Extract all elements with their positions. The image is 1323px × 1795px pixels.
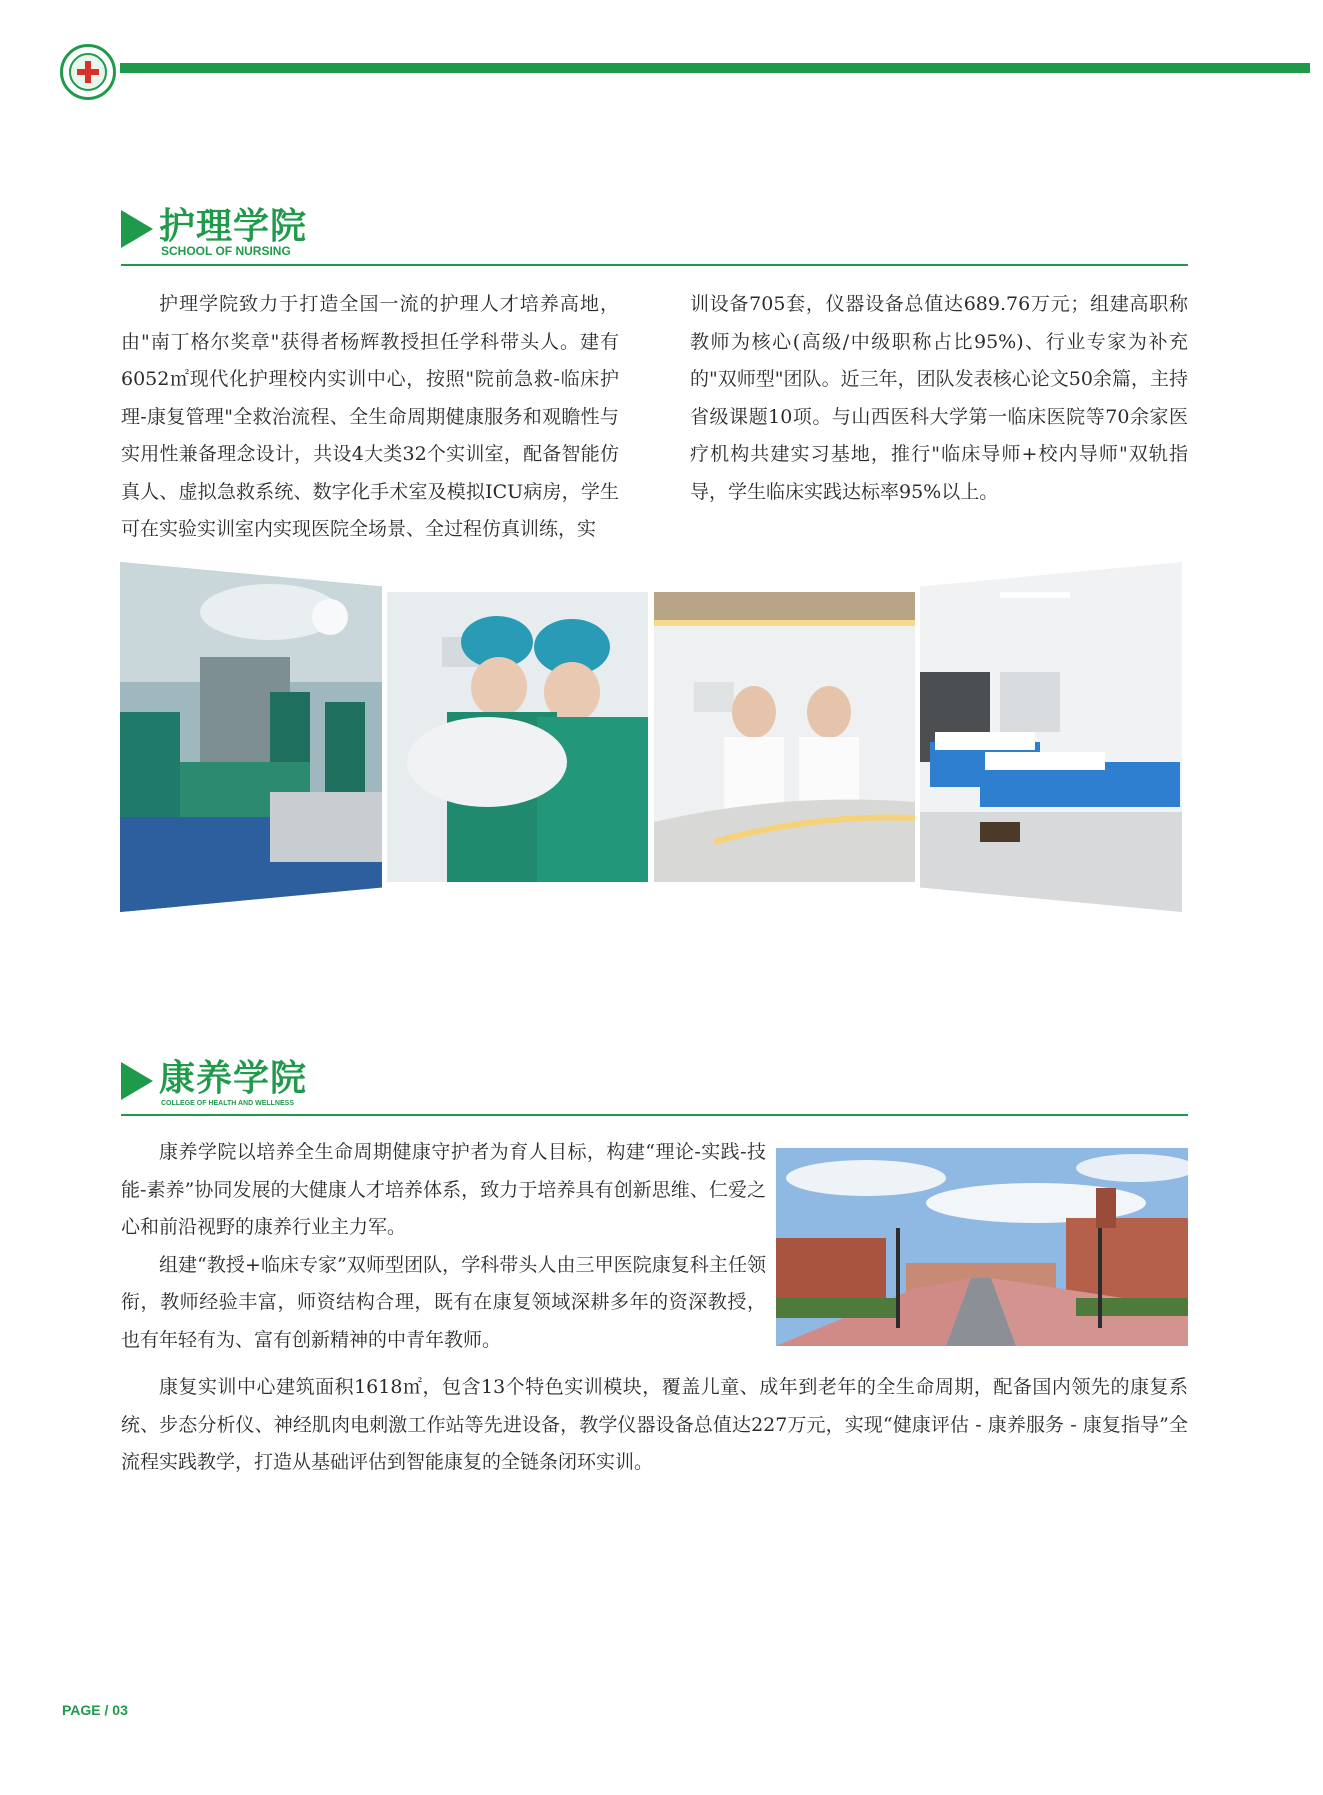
nurses-reception-photo bbox=[654, 592, 915, 882]
header-bar bbox=[120, 63, 1310, 73]
nursing-divider bbox=[121, 264, 1188, 266]
nursing-paragraph-2: 训设备705套，仪器设备总值达689.76万元；组建高职称教师为核心(高级/中级职称占比95%)、行业专家为补充的"双师型"团队。近三年，团队发表核心论文50余篇，主持省级课题10项。与山西医科大学第一临床医院等70余家医疗机构共建实习基地，推行"临床导师+校内导师"双轨指导，学生临床实践达标率95%以上。 bbox=[690, 293, 1188, 503]
campus-street-photo bbox=[776, 1148, 1188, 1346]
nursing-text-col2 bbox=[690, 286, 1188, 511]
nursing-subtitle: SCHOOL OF NURSING bbox=[161, 244, 291, 258]
college-emblem-icon bbox=[60, 44, 116, 100]
wellness-text-top bbox=[121, 1134, 766, 1359]
nursing-text-col1 bbox=[121, 286, 619, 549]
page-number: PAGE / 03 bbox=[62, 1702, 128, 1718]
nursing-paragraph-1: 护理学院致力于打造全国一流的护理人才培养高地，由"南丁格尔奖章"获得者杨辉教授担任学科带头人。建有6052㎡现代化护理校内实训中心，按照"院前急救-临床护理-康复管理"全救治流程、全生命周期健康服务和观瞻性与实用性兼备理念设计，共设4大类32个实训室，配备智能仿真人、虚拟急救系统、数字化手术室及模拟ICU病房，学生可在实验实训室内实现医院全场景、全过程仿真训练，实 bbox=[121, 293, 619, 540]
wellness-title: 康养学院 bbox=[159, 1057, 308, 1099]
wellness-paragraph-1: 康养学院以培养全生命周期健康守护者为育人目标，构建“理论-实践-技能-素养”协同发展的大健康人才培养体系，致力于培养具有创新思维、仁爱之心和前沿视野的康养行业主力军。 bbox=[121, 1141, 766, 1238]
nursing-title: 护理学院 bbox=[159, 205, 308, 247]
wellness-text-bottom bbox=[121, 1369, 1188, 1482]
wellness-paragraph-3: 康复实训中心建筑面积1618㎡，包含13个特色实训模块，覆盖儿童、成年到老年的全生命周期，配备国内领先的康复系统、步态分析仪、神经肌肉电刺激工作站等先进设备，教学仪器设备总值达227万元，实现“健康评估 - 康养服务 - 康复指导”全流程实践教学，打造从基础评估到智能康复的全链条闭环实训。 bbox=[121, 1376, 1188, 1473]
wellness-divider bbox=[121, 1114, 1188, 1116]
newborn-care-photo bbox=[387, 592, 648, 882]
triangle-marker-icon bbox=[121, 210, 153, 248]
operating-room-photo bbox=[120, 562, 382, 912]
ward-training-photo bbox=[920, 562, 1182, 912]
wellness-subtitle: COLLEGE OF HEALTH AND WELLNESS bbox=[161, 1100, 294, 1107]
wellness-paragraph-2: 组建“教授+临床专家”双师型团队，学科带头人由三甲医院康复科主任领衔，教师经验丰富，师资结构合理，既有在康复领域深耕多年的资深教授，也有年轻有为、富有创新精神的中青年教师。 bbox=[121, 1253, 766, 1351]
triangle-marker-icon bbox=[121, 1062, 153, 1100]
